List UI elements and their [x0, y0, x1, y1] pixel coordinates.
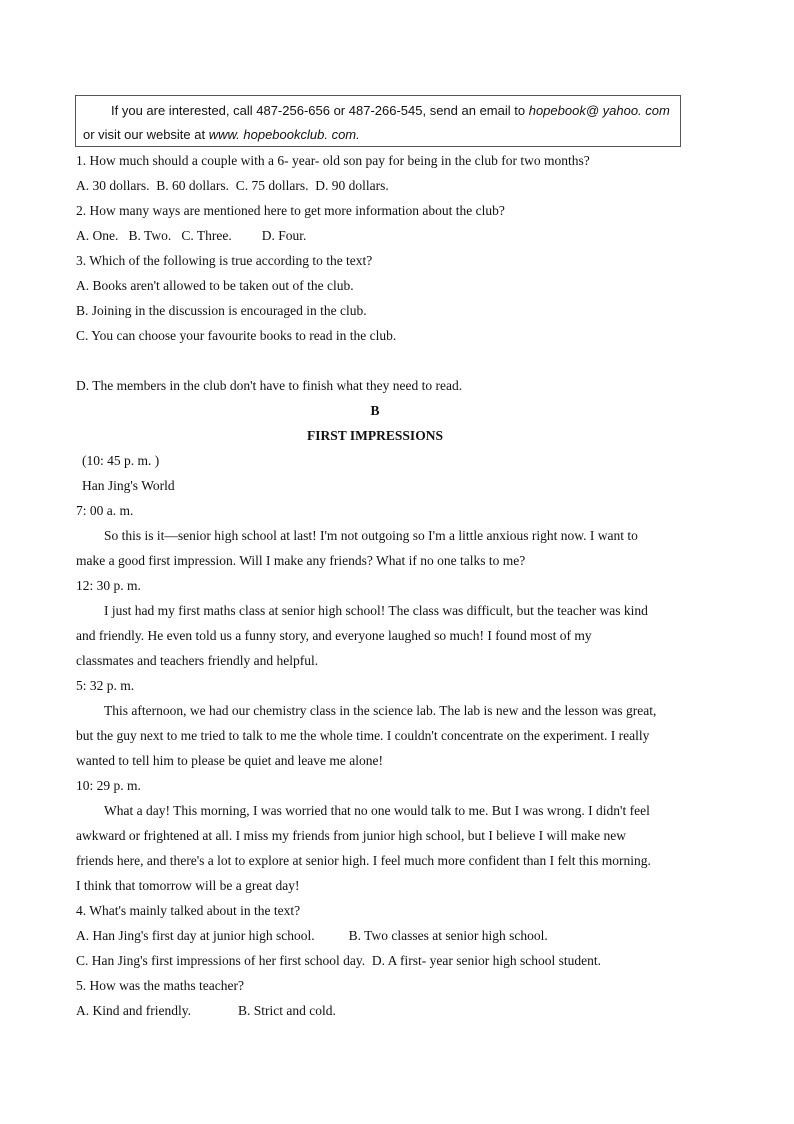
question-2: 2. How many ways are mentioned here to get more information about the club?: [76, 203, 505, 218]
entry-line: I think that tomorrow will be a great day!: [76, 878, 300, 893]
entry-line: I just had my first maths class at senior high school! The class was difficult, but the teacher was kind: [104, 603, 648, 618]
entry-line: wanted to tell him to please be quiet and leave me alone!: [76, 753, 384, 768]
question-4: 4. What's mainly talked about in the text?: [76, 903, 301, 918]
option: D. 90 dollars.: [315, 178, 389, 193]
question-2-options: [76, 227, 306, 245]
question-1-options: [76, 177, 389, 195]
email-address: hopebook@ yahoo. com: [528, 103, 670, 118]
question-4-options-ab: [76, 927, 548, 945]
section-letter: B: [370, 403, 380, 418]
question-3-option-c: C. You can choose your favourite books to read in the club.: [76, 328, 397, 343]
contact-text: If you are interested, call 487-256-656 or 487-266-545, send an email to: [111, 103, 529, 118]
entry-line: friends here, and there's a lot to explore at senior high. I feel much more confident than I felt this morning.: [76, 853, 651, 868]
option: A. Han Jing's first day at junior high school.: [76, 928, 315, 943]
question-5: 5. How was the maths teacher?: [76, 978, 244, 993]
option: B. Two classes at senior high school.: [348, 928, 548, 943]
contact-line: [111, 103, 670, 118]
question-3: 3. Which of the following is true according to the text?: [76, 253, 373, 268]
option: A. 30 dollars.: [76, 178, 150, 193]
entry-line: make a good first impression. Will I make any friends? What if no one talks to me?: [76, 553, 526, 568]
option: C. Han Jing's first impressions of her first school day.: [76, 953, 366, 968]
blog-name: Han Jing's World: [82, 478, 175, 493]
option: D. A first- year senior high school student.: [371, 953, 601, 968]
entry-line: and friendly. He even told us a funny story, and everyone laughed so much! I found most of my: [76, 628, 592, 643]
question-3-option-b: B. Joining in the discussion is encouraged in the club.: [76, 303, 367, 318]
entry-time: 10: 29 p. m.: [76, 778, 141, 793]
option: C. Three.: [181, 228, 232, 243]
option: A. Kind and friendly.: [76, 1003, 191, 1018]
website-line: [83, 127, 360, 142]
option: B. Two.: [128, 228, 172, 243]
option: B. Strict and cold.: [237, 1003, 336, 1018]
entry-line: classmates and teachers friendly and helpful.: [76, 653, 319, 668]
entry-line: So this is it—senior high school at last! I'm not outgoing so I'm a little anxious right now. I want to: [104, 528, 638, 543]
option: B. 60 dollars.: [156, 178, 229, 193]
entry-line: This afternoon, we had our chemistry class in the science lab. The lab is new and the lesson was great,: [104, 703, 657, 718]
entry-time: 7: 00 a. m.: [76, 503, 134, 518]
question-3-option-a: A. Books aren't allowed to be taken out of the club.: [76, 278, 354, 293]
entry-time: 5: 32 p. m.: [76, 678, 135, 693]
entry-line: What a day! This morning, I was worried that no one would talk to me. But I was wrong. I didn't feel: [104, 803, 650, 818]
entry-line: awkward or frightened at all. I miss my friends from junior high school, but I believe I will make new: [76, 828, 626, 843]
option: C. 75 dollars.: [235, 178, 309, 193]
header-time: (10: 45 p. m. ): [82, 453, 160, 468]
question-1: 1. How much should a couple with a 6- year- old son pay for being in the club for two months?: [76, 153, 590, 168]
website-text: or visit our website at: [83, 127, 209, 142]
contact-info-box: [75, 95, 681, 147]
question-3-option-d: D. The members in the club don't have to finish what they need to read.: [76, 378, 463, 393]
entry-line: but the guy next to me tried to talk to me the whole time. I couldn't concentrate on the experiment. I really: [76, 728, 650, 743]
entry-time: 12: 30 p. m.: [76, 578, 141, 593]
question-4-options-cd: [76, 952, 601, 970]
option: D. Four.: [261, 228, 307, 243]
section-title: FIRST IMPRESSIONS: [307, 428, 443, 443]
website-address: www. hopebookclub. com.: [208, 127, 360, 142]
question-5-options: [76, 1002, 336, 1020]
option: A. One.: [76, 228, 119, 243]
